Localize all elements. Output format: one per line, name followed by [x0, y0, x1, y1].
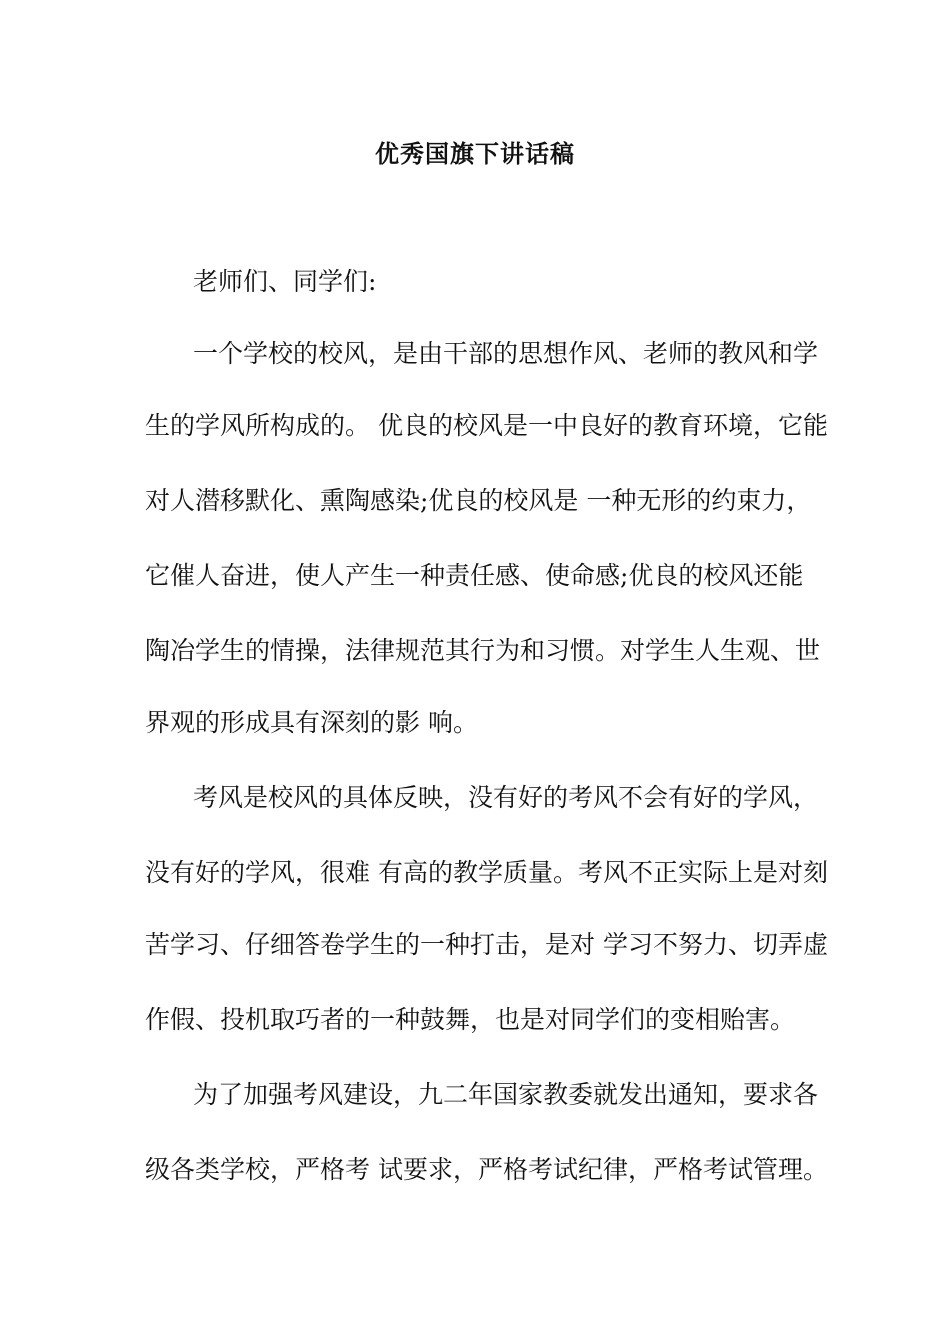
- paragraph-line: 苦学习、仔细答卷学生的一种打击，是对 学习不努力、切弄虚: [145, 930, 828, 959]
- paragraph-line: 级各类学校，严格考 试要求，严格考试纪律，严格考试管理。: [145, 1155, 828, 1184]
- paragraph-line: 陶冶学生的情操，法律规范其行为和习惯。对学生人生观、世: [145, 636, 821, 665]
- document-title: 优秀国旗下讲话稿: [375, 140, 575, 168]
- paragraph-line: 考风是校风的具体反映，没有好的考风不会有好的学风，: [193, 783, 819, 812]
- paragraph-line: 没有好的学风，很难 有高的教学质量。考风不正实际上是对刻: [145, 858, 828, 887]
- paragraph-line: 一个学校的校风，是由干部的思想作风、老师的教风和学: [193, 339, 819, 368]
- paragraph-line: 对人潜移默化、熏陶感染;优良的校风是 一种无形的约束力，: [145, 486, 812, 515]
- paragraph-line: 生的学风所构成的。 优良的校风是一中良好的教育环境，它能: [145, 411, 828, 440]
- paragraph-line: 它催人奋进，使人产生一种责任感、使命感;优良的校风还能: [145, 561, 804, 590]
- paragraph-line: 为了加强考风建设，九二年国家教委就发出通知，要求各: [193, 1080, 819, 1109]
- paragraph-line: 界观的形成具有深刻的影 响。: [145, 708, 478, 737]
- salutation-line: 老师们、同学们:: [193, 267, 377, 296]
- paragraph-line: 作假、投机取巧者的一种鼓舞，也是对同学们的变相贻害。: [145, 1005, 796, 1034]
